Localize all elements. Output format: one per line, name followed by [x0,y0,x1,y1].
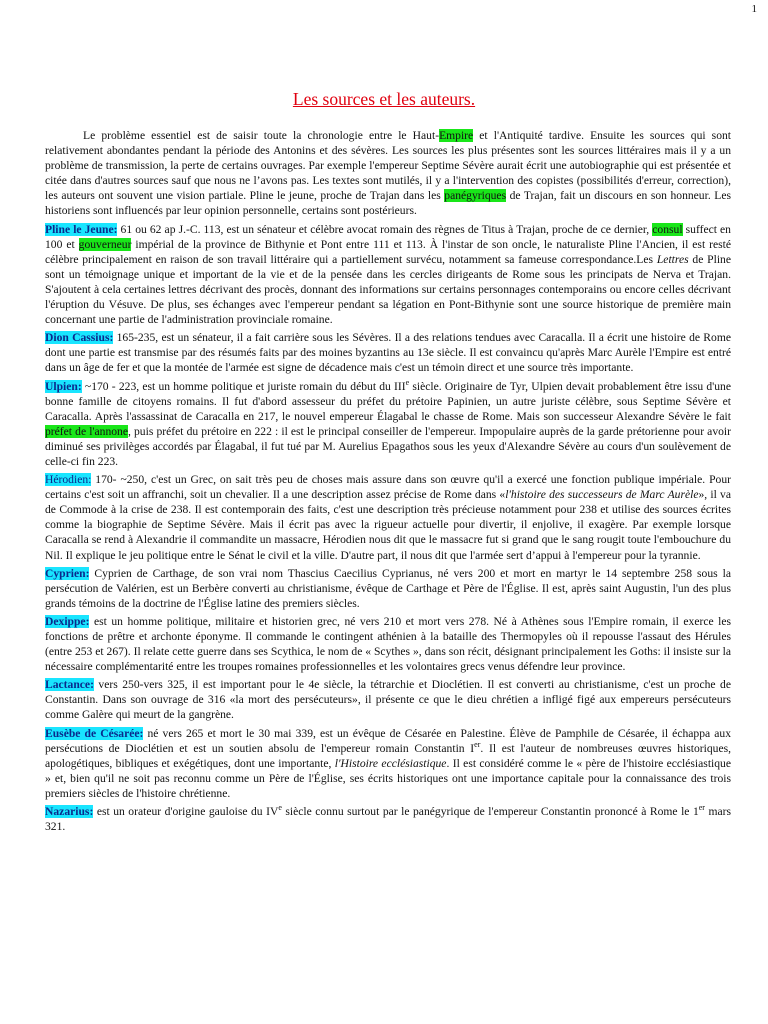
text-run: ~170 - 223, est un homme politique et juriste romain du début du III [81,379,406,393]
author-paragraph [45,566,731,611]
italic-title: l'histoire des successeurs de Marc Aurèle [505,488,699,502]
text-run: », il va de Commode à la crise de 238. Il est contemporain des faits, c'est une description très précieuse notamment pour 238 et utilise des sources écrites comme la biographie de Septime Sévère. Mais il écrit pas avec la rigueur actuelle pour divertir, il enjolive, il exagère. Par exemple lorsque Caracalla se rend à Alexandrie il commandite un massacre, Hérodien nous dit que le massacre fut si grand que le sang rougit toute l'embouchure du Nil. Il explique le jeu politique entre le Sénat le civil et la ville. D'autre part, il nous dit que l'armée sert d’appui à l'empereur pour la tyrannie. [45,488,731,562]
text-run: est un homme politique, militaire et historien grec, né vers 210 et mort vers 278. Né à Athènes sous l'Empire romain, il exerce les fonctions de prêtre et archonte éponyme. Il commande le contingent athénien à la bataille des Thermopyles où il repousse l'assaut des Hérules (entre 253 et 267). Il relate cette guerre dans ses Scythica, le nom de « Scythes », dans son récit, désignant principalement les Goths: il insiste sur la nécessaire complémentarité entre les troupes romaines professionnelles et les volontaires grecs venus défendre leur province. [45,614,731,674]
page-number: 1 [751,3,757,15]
italic-title: l'Histoire ecclésiastique [334,756,447,770]
term-highlight: gouverneur [78,237,132,251]
author-name-highlight: Ulpien: [45,379,82,393]
text-run: impérial de la province de Bithynie et Pont entre 111 et 113. À l'instar de son oncle, le naturaliste Pline l'Ancien, il est resté célèbre principalement en raison de son travail littéraire qui a partiellement survécu, notamment sa fameuse correspondance.Les [45,237,731,266]
author-name-highlight: Cyprien: [45,566,90,580]
author-paragraph [45,472,731,563]
author-paragraph [45,677,731,722]
author-name-highlight: Pline le Jeune: [45,222,118,236]
text-run: né vers 265 et mort le 30 mai 339, est un évêque de Césarée en Palestine. Élève de Pamphile de Césarée, il échappa aux persécutions de Dioclétien et est un soutien absolu de l'empereur romain Constantin I [45,726,731,755]
italic-title: Lettres [656,252,689,266]
author-paragraph [45,222,731,328]
author-name-highlight: Dexippe: [45,614,90,628]
author-name-highlight: Lactance: [45,678,94,692]
text-run: mars 321. [45,805,732,834]
text-run: de Trajan, fait un discours en son honneur. Les historiens sont influencés par leur opinion personnelle, certains sont postérieurs. [45,189,731,218]
document-body [45,128,731,837]
superscript: er [474,739,481,749]
author-paragraph [45,330,731,375]
term-highlight: consul [652,222,683,236]
author-paragraph [45,804,731,834]
text-run: suffect en 100 et [45,222,731,251]
text-run: Le problème essentiel est de saisir toute la chronologie entre le Haut- [83,129,440,142]
text-run: est un orateur d'origine gauloise du IV [93,805,279,819]
author-paragraph [45,614,731,674]
text-run: 170- ~250, c'est un Grec, on sait très peu de choses mais assure dans son œuvre qu'il a exercé une fonction publique impériale. Pour certains c'est soit un affranchi, soit un chevalier. Il a une description assez précise de Rome dans « [45,473,731,502]
text-run: . Il est l'auteur de nombreuses œuvres historiques, apologétiques, bibliques et exégétiques, dont une importante, [45,741,732,770]
superscript: er [698,803,705,813]
text-run: vers 250-vers 325, il est important pour le 4e siècle, la tétrarchie et Dioclétien. Il est converti au christianisme, c'est un proche de Constantin. Dans son ouvrage de 316 «la mort des persécuteurs», il présente ce que le dieu chrétien a infligé figé aux empereurs persécuteurs comme Galère qui meurt de la gangrène. [45,678,731,722]
superscript: e [405,377,410,387]
text-run: et l'Antiquité tardive. Ensuite les sources qui sont relativement abondantes pendant la période des Antonins et des sévères. Les sources les plus présentes sont les sources littéraires mais il y a un problème de transmission, la perte de certains ouvrages. Par exemple l'empereur Septime Sévère aurait écrit une autobiographie qui est présentée et citée dans d'autres sources sauf que nous ne l’avons pas. Les textes sont mutilés, il y a l'intervention des copistes (possibilités d'erreur, correction), les auteurs ont souvent une vision partiale. Pline le jeune, proche de Trajan dans les [45,129,732,203]
text-run: siècle connu surtout par le panégyrique de l'empereur Constantin prononcé à Rome le 1 [281,805,699,819]
author-name-highlight: Hérodien: [45,473,92,487]
text-run: 61 ou 62 ap J.-C. 113, est un sénateur et célèbre avocat romain des règnes de Titus à Trajan, proche de ce dernier, [117,222,653,236]
text-run: de Pline sont un témoignage unique et important de la vie et de la pensée dans les cercles dirigeants de Rome sous les principats de Nerva et Trajan. S'ajoutent à cela certaines lettres décrivant des procès, donnant des informations sur certains personnages contemporains ou encore celles décrivant l'éruption du Vésuve. De plus, ses échanges avec l'empereur pendant sa légation en Pont-Bithynie sont une source historique de première main concernant une partie de l'administration provinciale romaine. [45,252,731,327]
author-name-highlight: Nazarius: [45,805,94,819]
author-name-highlight: Dion Cassius: [45,331,114,345]
text-run: . Il est considéré comme le « père de l'histoire ecclésiastique » et, bien qu'il ne soit pas reconnu comme un Père de l'Église, ses écrits historiques ont une importance capitale pour la connaissance des trois premiers siècles de l'histoire chrétienne. [45,756,731,800]
author-name-highlight: Eusèbe de Césarée: [45,726,144,740]
intro-paragraph [45,128,731,219]
author-paragraph [45,726,731,801]
text-run: siècle. Originaire de Tyr, Ulpien devait probablement être issu d'une bonne famille de citoyens romains. Il fut d'abord assesseur du préfet du prétoire Papinien, un autre juriste célèbre, sous Septime Sévère et Caracalla. Après l'assassinat de Caracalla en 217, le nouvel empereur Élagabal le chasse de Rome. Mais son successeur Alexandre Sévère le fait [45,379,731,423]
superscript: e [278,803,282,813]
text-run: , puis préfet du prétoire en 222 : il est le principal conseiller de l'empereur. Impopulaire auprès de la garde prétorienne pour avoir diminué ses privilèges accordés par Élagabal, il fut tué par M. Aurelius Epagathos sous les yeux d'Alexandre Sévère au cours d'un soulèvement de celle-ci fin 223. [45,424,731,468]
term-highlight: Empire [439,129,474,142]
term-highlight: préfet de l'annone [45,424,128,438]
author-paragraph [45,379,731,470]
term-highlight: panégyriques [444,189,507,203]
text-run: Cyprien de Carthage, de son vrai nom Thascius Caecilius Cyprianus, né vers 200 et mort en martyr le 14 septembre 258 sous la persécution de Valérien, est un Berbère converti au christianisme, évêque de Carthage et Père de l'Église. Il est, après saint Augustin, l'un des plus grands témoins de la doctrine de l'Église latine des premiers siècles. [45,566,731,610]
page-title: Les sources et les auteurs. [292,89,476,109]
text-run: 165-235, est un sénateur, il a fait carrière sous les Sévères. Il a des relations tendues avec Caracalla. Il a écrit une histoire de Rome dont une partie est transmise par des résumés faits par des moines byzantins au 13e siècle. Il est convaincu qu'après Marc Aurèle l'Empire est entré dans un âge de fer et que la montée de l'armée est signe de décadence mais c'est un témoin direct et une source très importante. [45,331,731,375]
